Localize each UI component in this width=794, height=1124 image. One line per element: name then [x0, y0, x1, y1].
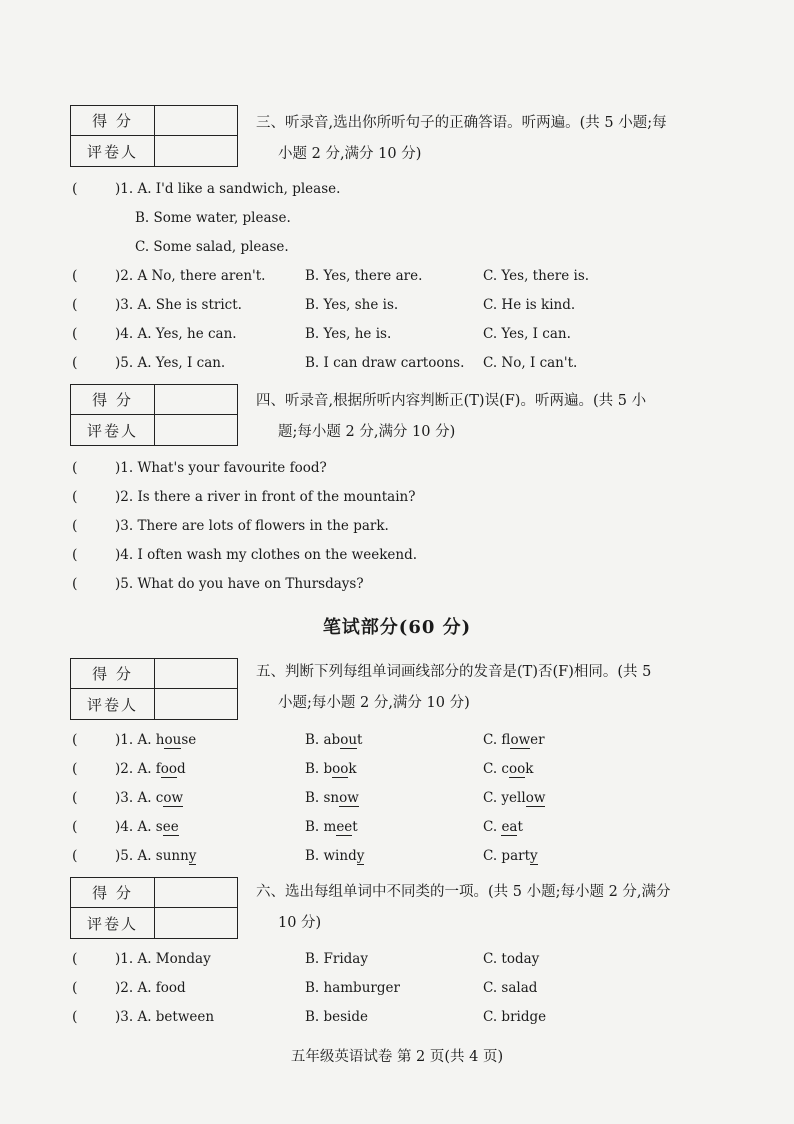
underlined-letters: ow	[525, 790, 546, 806]
s6-q1-a: )1. A. Monday	[115, 951, 211, 967]
s4-q5: )5. What do you have on Thursdays?	[115, 576, 364, 592]
s4-q4: )4. I often wash my clothes on the weekend.	[115, 547, 418, 563]
grader-label: 评卷人	[71, 908, 155, 938]
s3-q2-c: C. Yes, there is.	[483, 268, 590, 284]
s5-q2-c: C. cook	[483, 761, 534, 777]
underlined-letters: ee	[336, 819, 353, 835]
s5-q5-c: C. party	[483, 848, 538, 864]
section3-heading: 三、听录音,选出你所听句子的正确答语。听两遍。(共 5 小题;每 小题 2 分,满分 10 分)	[256, 115, 667, 162]
score-label: 得 分	[71, 659, 155, 688]
s4-q1: )1. What's your favourite food?	[115, 460, 327, 476]
s3-q5-c: C. No, I can't.	[483, 355, 578, 371]
s5-q1-b: B. about	[305, 732, 363, 748]
underlined-letters: y	[530, 848, 538, 864]
underlined-letters: oo	[332, 761, 349, 777]
s3-q4-a: )4. A. Yes, he can.	[115, 326, 237, 342]
underlined-letters: ow	[339, 790, 359, 806]
s3-q4-b: B. Yes, he is.	[305, 326, 392, 342]
s3-q5-b: B. I can draw cartoons.	[305, 355, 465, 371]
section5-heading: 五、判断下列每组单词画线部分的发音是(T)否(F)相同。(共 5 小题;每小题 2 分,满分 10 分)	[256, 664, 652, 711]
s4-q2: )2. Is there a river in front of the mountain?	[115, 489, 416, 505]
s6-q3-a: )3. A. between	[115, 1009, 215, 1025]
score-label: 得 分	[71, 878, 155, 907]
s3-q1-a: )1. A. I'd like a sandwich, please.	[115, 181, 341, 197]
s3-q1-c: C. Some salad, please.	[135, 239, 289, 255]
page-footer: 五年级英语试卷 第 2 页(共 4 页)	[290, 1049, 504, 1065]
underlined-letters: y	[356, 848, 365, 864]
s4-q3: )3. There are lots of flowers in the park.	[115, 518, 389, 534]
underlined-letters: ou	[164, 732, 182, 748]
section6-heading: 六、选出每组单词中不同类的一项。(共 5 小题;每小题 2 分,满分 10 分)	[256, 884, 671, 931]
underlined-letters: ow	[163, 790, 184, 806]
s5-q3-c: C. yellow	[483, 790, 546, 806]
grader-label: 评卷人	[71, 689, 155, 719]
s3-q3-b: B. Yes, she is.	[305, 297, 399, 313]
s5-q5-b: B. windy	[305, 848, 365, 864]
score-table	[70, 658, 238, 720]
underlined-letters: ou	[340, 732, 358, 748]
underlined-letters: oo	[160, 761, 178, 777]
underlined-letters: ow	[510, 732, 531, 748]
s6-q3-b: B. beside	[305, 1009, 369, 1025]
s3-q2-a: )2. A No, there aren't.	[115, 268, 266, 284]
s3-q5-a: )5. A. Yes, I can.	[115, 355, 226, 371]
s3-q1-b: B. Some water, please.	[135, 210, 291, 226]
s5-q4-b: B. meet	[305, 819, 358, 835]
s5-q1-c: C. flower	[483, 732, 545, 748]
s3-q2-b: B. Yes, there are.	[305, 268, 423, 284]
s3-q4-c: C. Yes, I can.	[483, 326, 571, 342]
score-table	[70, 384, 238, 446]
underlined-letters: y	[188, 848, 197, 864]
s5-q5-a: )5. A. sunny	[115, 848, 197, 864]
grader-label: 评卷人	[71, 136, 155, 166]
s5-q3-b: B. snow	[305, 790, 359, 806]
s6-q3-c: C. bridge	[483, 1009, 547, 1025]
s6-q1-c: C. today	[483, 951, 540, 967]
underlined-letters: oo	[509, 761, 526, 777]
s5-q3-a: )3. A. cow	[115, 790, 184, 806]
s3-q3-a: )3. A. She is strict.	[115, 297, 242, 313]
s3-q3-c: C. He is kind.	[483, 297, 576, 313]
s6-q2-b: B. hamburger	[305, 980, 400, 996]
section4-heading: 四、听录音,根据所听内容判断正(T)误(F)。听两遍。(共 5 小 题;每小题 2 分,满分 10 分)	[256, 393, 647, 440]
s5-q2-b: B. book	[305, 761, 357, 777]
s5-q4-c: C. eat	[483, 819, 523, 835]
score-label: 得 分	[71, 385, 155, 414]
s5-q4-a: )4. A. see	[115, 819, 179, 835]
grader-label: 评卷人	[71, 415, 155, 445]
written-section-title: 笔试部分(60 分)	[322, 617, 472, 638]
s5-q1-a: )1. A. house	[115, 732, 197, 748]
s6-q2-a: )2. A. food	[115, 980, 186, 996]
score-table	[70, 105, 238, 167]
s6-q1-b: B. Friday	[305, 951, 368, 967]
score-table	[70, 877, 238, 939]
underlined-letters: ee	[162, 819, 179, 835]
underlined-letters: ea	[501, 819, 518, 835]
score-label: 得 分	[71, 106, 155, 135]
s5-q2-a: )2. A. food	[115, 761, 186, 777]
s6-q2-c: C. salad	[483, 980, 538, 996]
